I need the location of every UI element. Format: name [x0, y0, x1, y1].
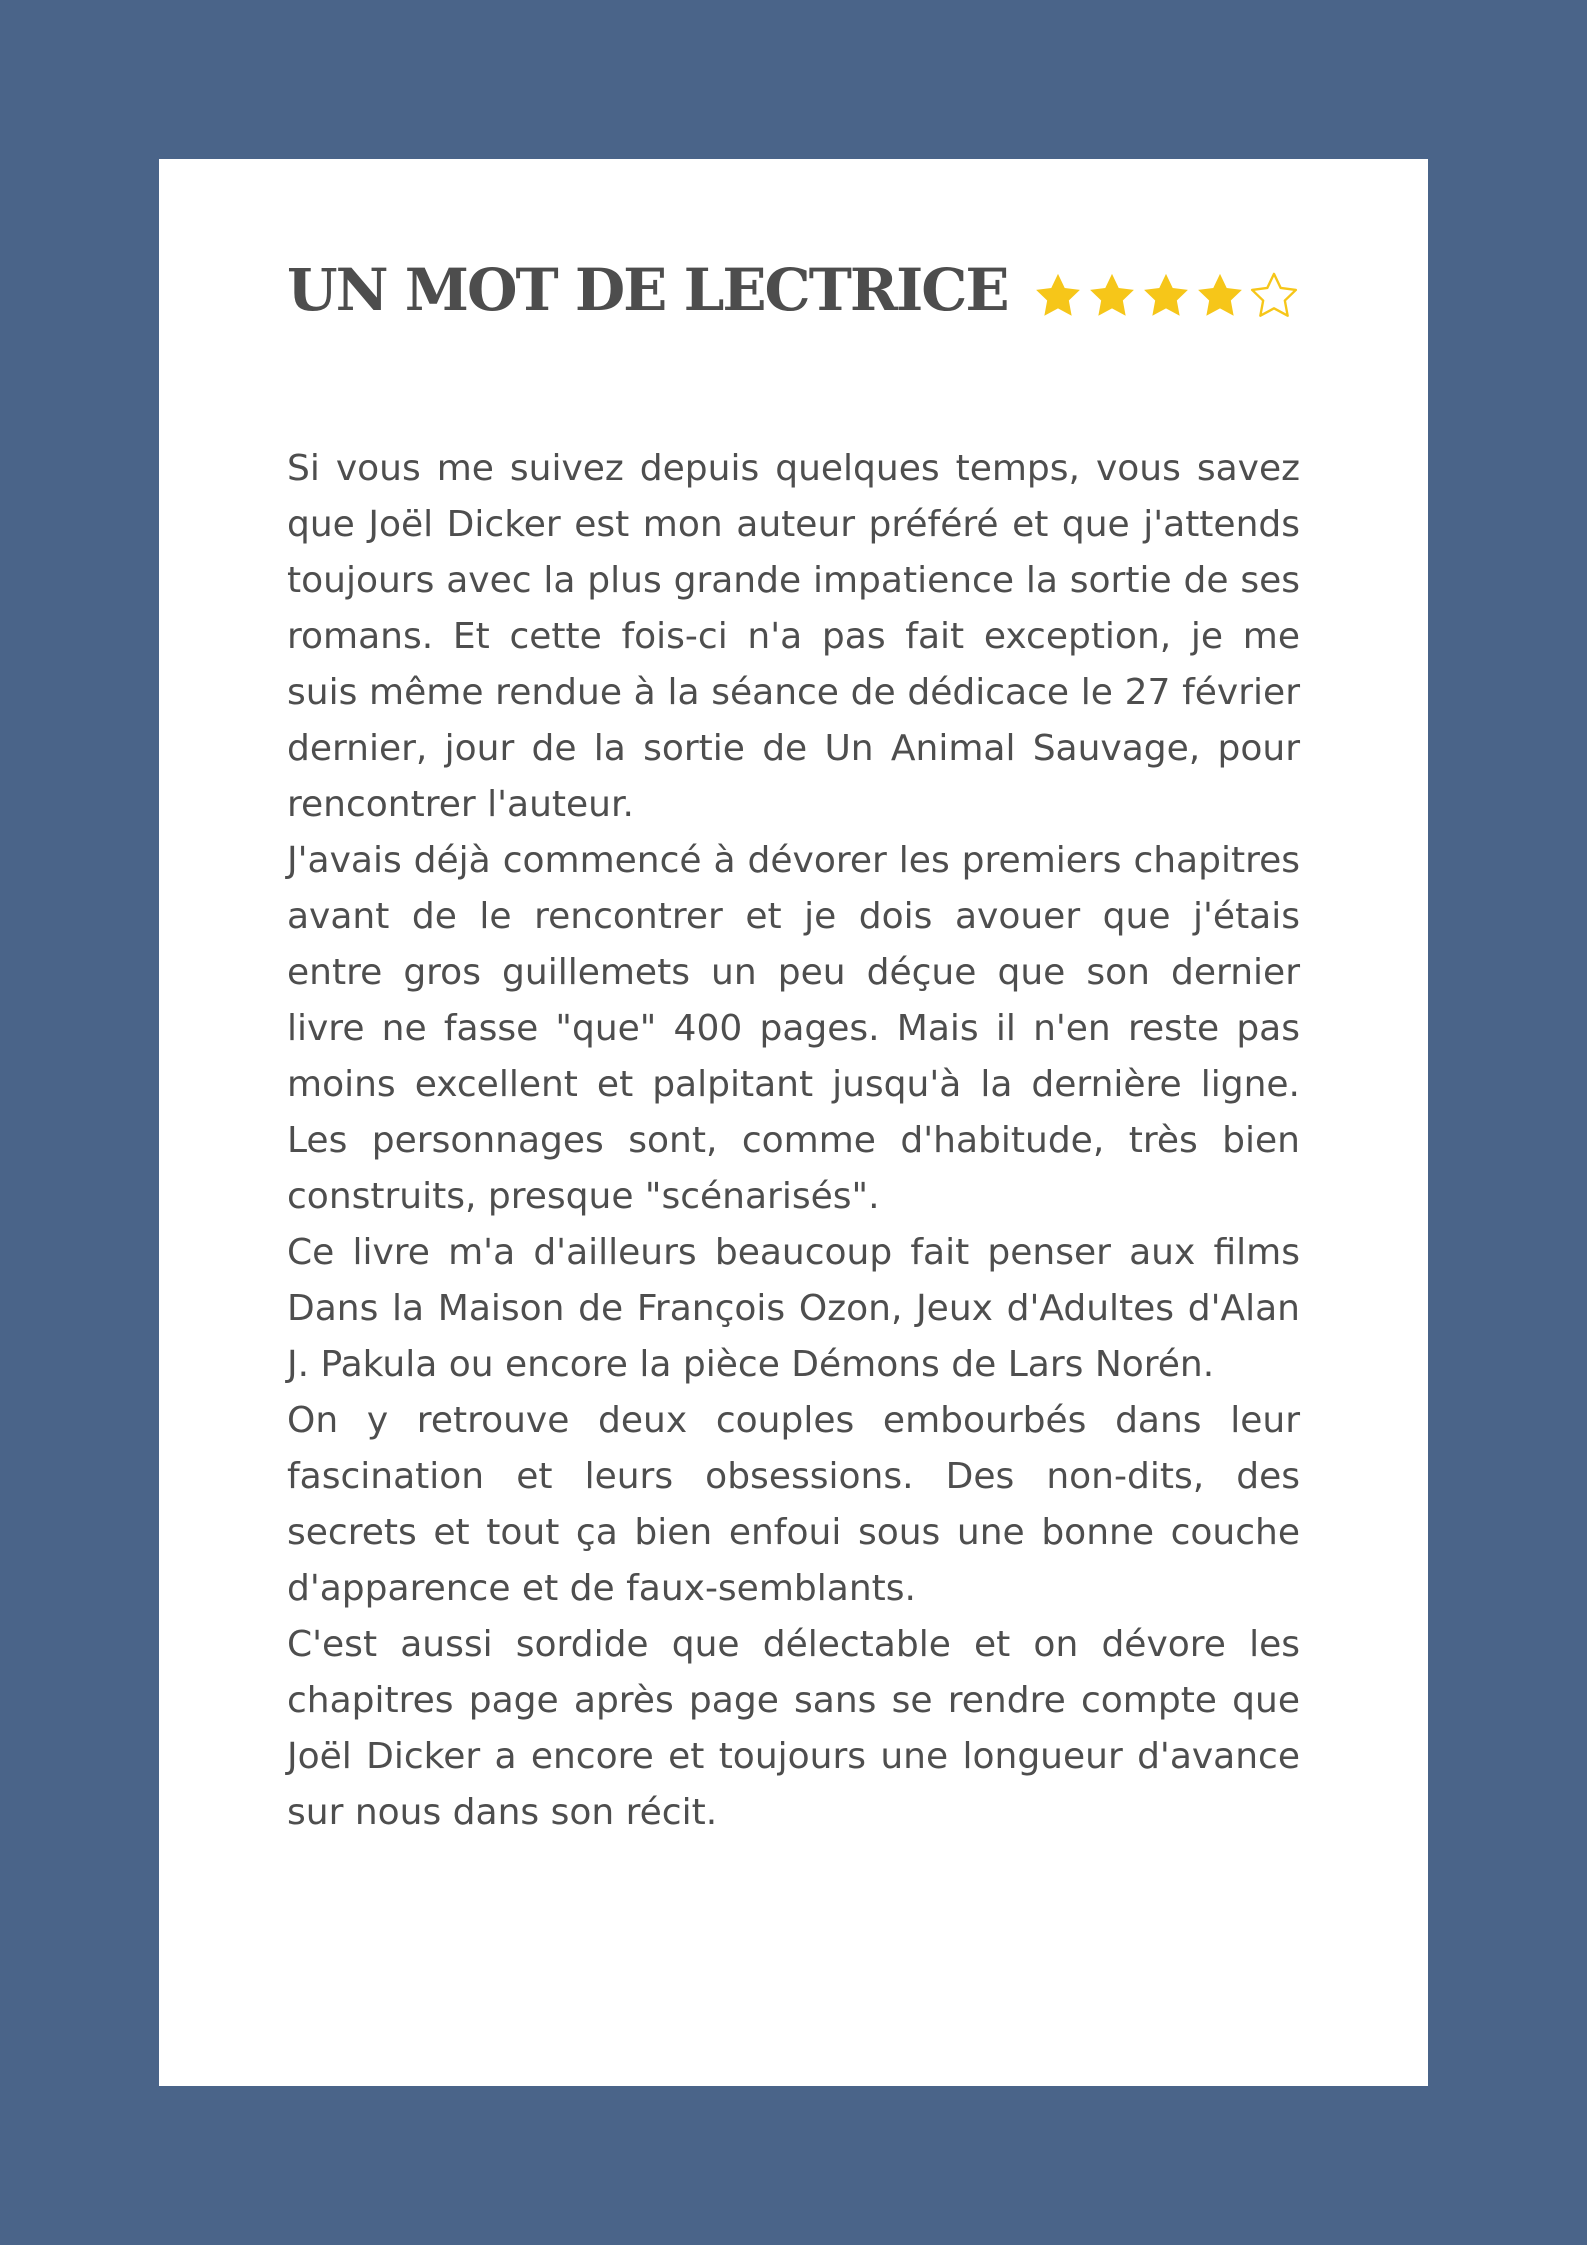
star-filled-icon — [1140, 270, 1192, 322]
star-filled-icon — [1194, 270, 1246, 322]
review-text — [287, 441, 1300, 1841]
paragraph: C'est aussi sordide que délectable et on dévore les chapitres page après page sans se rendre compte que Joël Dicker a encore et toujours une longueur d'avance sur nous dans son récit. — [287, 1624, 1300, 1833]
star-rating — [1032, 270, 1300, 322]
review-header — [287, 244, 1300, 354]
page-title: UN MOT DE LECTRICE — [287, 256, 1008, 324]
paragraph: Si vous me suivez depuis quelques temps, vous savez que Joël Dicker est mon auteur préféré et que j'attends toujours avec la plus grande impatience la sortie de ses romans. Et cette fois-ci n'a pas fait exception, je me suis même rendue à la séance de dédicace le 27 février dernier, jour de la sortie de Un Animal Sauvage, pour rencontrer l'auteur. — [287, 448, 1300, 825]
paragraph: Ce livre m'a d'ailleurs beaucoup fait penser aux films Dans la Maison de François Ozon, Jeux d'Adultes d'Alan J. Pakula ou encore la pièce Démons de Lars Norén. — [287, 1232, 1300, 1385]
star-outline-icon — [1248, 270, 1300, 322]
review-card — [159, 159, 1428, 2086]
star-filled-icon — [1086, 270, 1138, 322]
star-filled-icon — [1032, 270, 1084, 322]
paragraph: J'avais déjà commencé à dévorer les premiers chapitres avant de le rencontrer et je dois avouer que j'étais entre gros guillemets un peu déçue que son dernier livre ne fasse "que" 400 pages. Mais il n'en reste pas moins excellent et palpitant jusqu'à la dernière ligne. Les personnages sont, comme d'habitude, très bien construits, presque "scénarisés". — [287, 840, 1300, 1217]
paragraph: On y retrouve deux couples embourbés dans leur fascination et leurs obsessions. Des non-dits, des secrets et tout ça bien enfoui sous une bonne couche d'apparence et de faux-semblants. — [287, 1400, 1300, 1609]
